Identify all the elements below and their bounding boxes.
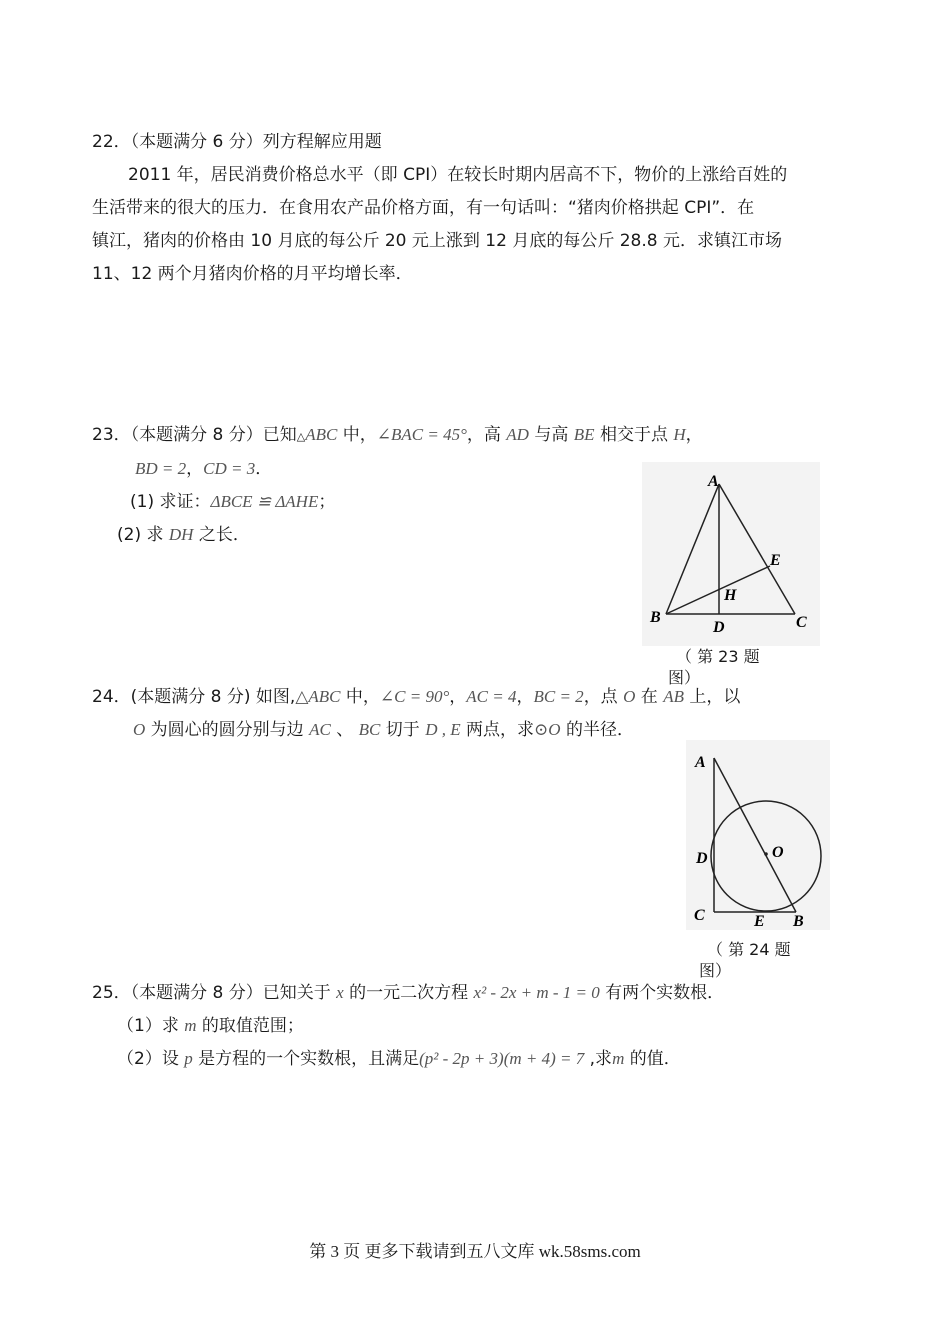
label-b-24: B xyxy=(793,913,804,930)
q23-part2-end: 之长． xyxy=(193,525,250,545)
figure-24-caption: （ 第 24 题 xyxy=(707,940,791,959)
q25-equation: x² - 2x + m - 1 = 0 xyxy=(473,983,600,1002)
q25-part2-eq: (p² - 2p + 3)(m + 4) = 7 xyxy=(419,1049,585,1068)
q24-tail: 上，以 xyxy=(683,687,741,707)
q22-header: 22．（本题满分 6 分）列方程解应用题 xyxy=(92,132,382,152)
q23-line2-end: ． xyxy=(255,459,273,479)
figure-23-background xyxy=(642,462,820,646)
label-e: E xyxy=(770,552,781,569)
figure-23 xyxy=(642,462,820,646)
q23-be: BE xyxy=(573,425,595,444)
label-d: D xyxy=(713,619,725,636)
q22-line-4: 11、12 两个月猪肉价格的月平均增长率． xyxy=(92,264,413,284)
q25-mid: 的一元二次方程 xyxy=(343,983,474,1003)
q23-part1-end: ； xyxy=(318,492,336,512)
q25-part2-end: 的值． xyxy=(624,1049,681,1069)
q23-cd: CD = 3 xyxy=(203,459,256,478)
q23-part-1 xyxy=(130,490,335,514)
q23-angle: ∠BAC = 45° xyxy=(376,425,467,444)
q24-o: O xyxy=(623,687,636,706)
q24-sep2: ， xyxy=(516,687,534,707)
label-e-24: E xyxy=(754,913,765,930)
label-b: B xyxy=(650,609,661,626)
q24-sep3: ，点 xyxy=(583,687,624,707)
q25-x: x xyxy=(336,983,344,1002)
q23-header-prefix: 23．（本题满分 8 分）已知 xyxy=(92,425,297,445)
q24-header xyxy=(92,685,740,709)
center-o-point xyxy=(764,852,768,856)
figure-24-background xyxy=(686,740,830,930)
label-c: C xyxy=(796,614,807,631)
q25-header xyxy=(92,981,724,1005)
q24-sep1: ， xyxy=(449,687,467,707)
q24-triangle: △ABC xyxy=(295,687,341,706)
triangle-symbol: △ xyxy=(296,430,306,443)
label-o-24: O xyxy=(772,844,784,861)
q23-part1-prefix: (1) 求证： xyxy=(130,492,211,512)
q23-ad: AD xyxy=(506,425,529,444)
q24-prefix: 24．(本题满分 8 分) 如图, xyxy=(92,687,296,707)
q23-comma: ，高 xyxy=(466,425,507,445)
q24-ab: AB xyxy=(663,687,684,706)
q24-line2-o: O xyxy=(133,720,146,739)
q23-h: H xyxy=(673,425,686,444)
q23-header xyxy=(92,423,703,449)
q24-line2-de: D , E xyxy=(425,720,461,739)
q24-line2-d: 两点，求 xyxy=(460,720,535,740)
figure-24 xyxy=(686,740,830,930)
q24-line2-b: 、 xyxy=(330,720,359,740)
q23-part2-prefix: (2) 求 xyxy=(117,525,169,545)
q25-part2-m: m xyxy=(612,1049,625,1068)
q25-part2-comma: ,求 xyxy=(584,1049,613,1069)
q23-part2-math: DH xyxy=(168,525,194,544)
q23-abc: ABC xyxy=(305,425,338,444)
q25-part1-m: m xyxy=(184,1016,197,1035)
q22-line-3: 镇江，猪肉的价格由 10 月底的每公斤 20 元上涨到 12 月底的每公斤 28.8 元．求镇江市场 xyxy=(92,231,782,251)
q23-end: ， xyxy=(685,425,703,445)
label-h: H xyxy=(724,587,737,604)
q23-meet: 相交于点 xyxy=(594,425,674,445)
q23-bd: BD = 2 xyxy=(135,459,187,478)
figure-24-caption-2: 图） xyxy=(699,961,732,980)
figure-23-caption: （ 第 23 题 xyxy=(676,647,760,666)
q23-and: 与高 xyxy=(528,425,574,445)
label-c-24: C xyxy=(694,907,705,924)
label-a-24: A xyxy=(695,754,706,771)
q23-mid: 中， xyxy=(337,425,377,445)
page-footer: 第 3 页 更多下载请到五八文库 wk.58sms.com xyxy=(309,1242,641,1261)
q24-bc: BC = 2 xyxy=(533,687,584,706)
q25-part2-prefix: （2）设 xyxy=(117,1049,185,1069)
q24-angle: ∠C = 90° xyxy=(379,687,450,706)
q23-part-2 xyxy=(117,523,250,547)
q25-part-2 xyxy=(117,1047,681,1071)
q25-part2-mid: 是方程的一个实数根，且满足 xyxy=(192,1049,420,1069)
q24-line-2 xyxy=(133,718,634,742)
q24-line2-e: 的半径． xyxy=(560,720,634,740)
q25-prefix: 25．（本题满分 8 分）已知关于 xyxy=(92,983,337,1003)
q24-line2-ac: AC xyxy=(309,720,331,739)
q24-line2-c: 切于 xyxy=(380,720,426,740)
q24-line2-bc: BC xyxy=(358,720,381,739)
q22-line-1: 2011 年，居民消费价格总水平（即 CPI）在较长时期内居高不下，物价的上涨给百姓的 xyxy=(128,165,788,185)
label-d-24: D xyxy=(696,850,708,867)
q22-line-2: 生活带来的很大的压力．在食用农产品价格方面，有一句话叫：“猪肉价格拱起 CPI”．在 xyxy=(92,198,755,218)
label-a: A xyxy=(708,473,719,490)
q23-line-2 xyxy=(135,457,272,481)
figure-23-caption-2: 图） xyxy=(668,668,701,687)
q24-ac: AC = 4 xyxy=(466,687,517,706)
q24-mid: 中， xyxy=(340,687,380,707)
q23-part1-math: ΔBCE ≌ ΔAHE xyxy=(210,492,319,511)
q25-part1-prefix: （1）求 xyxy=(117,1016,185,1036)
q24-line2-circle: ⊙O xyxy=(534,720,561,739)
q25-part1-end: 的取值范围； xyxy=(196,1016,304,1036)
q24-on: 在 xyxy=(635,687,664,707)
q24-line2-a: 为圆心的圆分别与边 xyxy=(145,720,310,740)
q25-part-1 xyxy=(117,1014,304,1038)
q23-sep: ， xyxy=(186,459,204,479)
q25-end: 有两个实数根． xyxy=(599,983,725,1003)
q25-part2-p: p xyxy=(184,1049,193,1068)
